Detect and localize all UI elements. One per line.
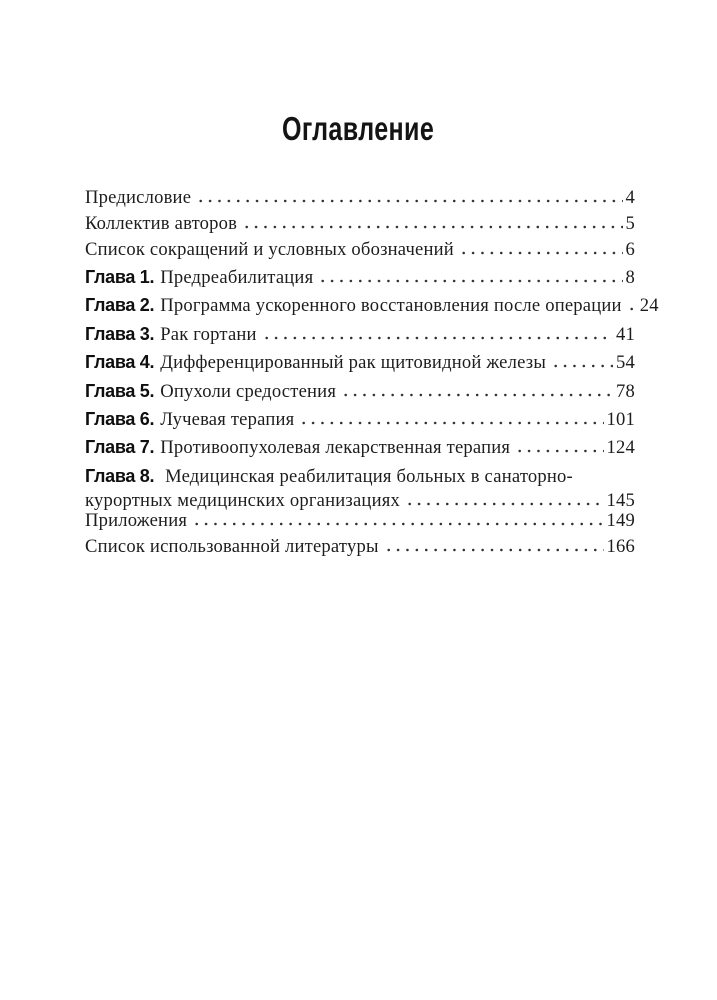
toc-entry-page: 149 [606, 510, 635, 532]
toc-entry-label: Список использованной литературы [85, 536, 379, 558]
toc-entry-label: Лучевая терапия [160, 408, 295, 430]
dot-leader [318, 279, 622, 283]
toc-entry-label: Противоопухолевая лекарственная терапия [160, 437, 511, 459]
dot-leader [551, 364, 613, 368]
toc-entry-label: Программа ускоренного восстановления после операции [160, 295, 622, 317]
toc-entry [85, 211, 635, 237]
toc-entry-label: Дифференцированный рак щитовидной железы [160, 352, 547, 374]
toc-entry-label: Приложения [85, 510, 188, 532]
toc-entry [85, 185, 635, 211]
chapter-number-label: Глава 4. [85, 352, 155, 373]
toc-entry-chapter [85, 291, 659, 319]
toc-entry-label: Рак гортани [160, 323, 257, 345]
toc-entry-chapter [85, 348, 635, 376]
toc-entry-page: 6 [625, 239, 635, 260]
toc-entry-chapter [85, 377, 635, 405]
chapter-number-label: Глава 7. [85, 437, 155, 458]
toc-entry-label: Коллектив авторов [85, 213, 238, 234]
toc-entry-page: 8 [625, 267, 635, 288]
toc-entry-label: Опухоли средостения [160, 380, 337, 402]
toc-entry [85, 534, 635, 560]
page-title [0, 109, 717, 149]
toc-entry-chapter [85, 405, 635, 433]
toc-entry-page: 24 [639, 295, 659, 317]
toc-entry-label: Список сокращений и условных обозначений [85, 239, 454, 260]
toc-entry-page: 166 [606, 536, 635, 558]
dot-leader [341, 393, 613, 397]
dot-leader [262, 336, 613, 340]
toc-entry-line1 [85, 462, 635, 490]
toc-entry-label: Предреабилитация [160, 267, 314, 288]
page-title-text: Оглавление [282, 110, 435, 147]
toc-entry-page: 54 [616, 352, 635, 374]
chapter-number-label: Глава 3. [85, 323, 155, 344]
dot-leader [405, 502, 604, 506]
toc-entry [85, 237, 635, 263]
dot-leader [196, 199, 622, 203]
toc-entry-page: 4 [625, 187, 635, 208]
toc-entry-page: 41 [616, 323, 635, 345]
toc-entry-page: 5 [625, 213, 635, 234]
toc-entry-label: Медицинская реабилитация больных в санаторно- [165, 465, 573, 487]
chapter-number-label: Глава 5. [85, 380, 155, 401]
toc-entry-chapter [85, 320, 635, 348]
toc-entry-page: 101 [606, 408, 635, 430]
chapter-number-label: Глава 1. [85, 267, 155, 287]
chapter-number-label: Глава 6. [85, 408, 155, 429]
table-of-contents [85, 185, 659, 560]
toc-entry-page: 145 [606, 490, 635, 512]
toc-entry-chapter-wrapped [85, 462, 635, 511]
dot-leader [192, 522, 603, 526]
dot-leader [459, 251, 623, 255]
dot-leader [299, 421, 603, 425]
toc-entry-chapter [85, 433, 635, 461]
dot-leader [627, 307, 637, 311]
dot-leader [384, 548, 604, 552]
dot-leader [515, 449, 603, 453]
toc-entry-page: 124 [606, 437, 635, 459]
chapter-number-label: Глава 8. [85, 465, 155, 486]
dot-leader [242, 225, 622, 229]
toc-entry-page: 78 [616, 380, 635, 402]
chapter-number-label: Глава 2. [85, 295, 155, 316]
toc-entry-label: Предисловие [85, 187, 192, 208]
toc-entry-label-continued: курортных медицинских организациях [85, 490, 400, 512]
toc-entry-chapter [85, 263, 635, 291]
toc-entry [85, 508, 635, 534]
